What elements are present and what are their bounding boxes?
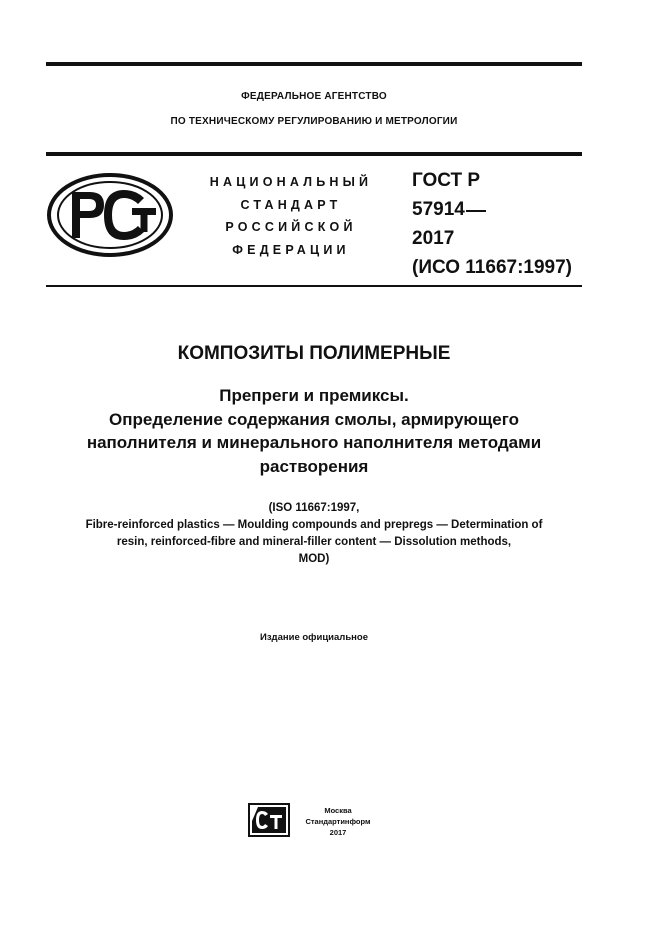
publisher-name: Стандартинформ: [305, 817, 371, 826]
iso-line-3: resin, reinforced-fibre and mineral-filler content — Dissolution methods,: [116, 536, 512, 548]
agency-line-1: ФЕДЕРАЛЬНОЕ АГЕНТСТВО: [241, 91, 387, 102]
iso-reference: [30, 500, 598, 568]
standard-type: [196, 171, 386, 261]
iso-line-1: (ISO 11667:1997,: [268, 502, 360, 514]
designation-dash: [466, 210, 486, 212]
standard-type-line-2: СТАНДАРТ: [240, 197, 342, 212]
iso-line-4: MOD): [298, 553, 330, 565]
designation-iso-ref: (ИСО 11667:1997): [412, 257, 572, 278]
subtitle-line-1: Препреги и премиксы.: [219, 386, 409, 405]
subtitle-line-2: Определение содержания смолы, армирующего: [109, 409, 519, 429]
publisher-year: 2017: [329, 828, 347, 837]
designation-year: 2017: [412, 228, 455, 249]
standard-designation: [412, 166, 587, 282]
standard-type-line-3: РОССИЙСКОЙ: [225, 220, 357, 234]
standartinform-logo-icon: [248, 803, 290, 837]
document-subtitle: [30, 384, 598, 478]
designation-prefix: ГОСТ Р: [412, 170, 481, 191]
top-rule: [46, 62, 582, 66]
standard-type-line-4: ФЕДЕРАЦИИ: [232, 242, 350, 257]
rst-logo-icon: [46, 172, 174, 258]
agency-line-2: ПО ТЕХНИЧЕСКОМУ РЕГУЛИРОВАНИЮ И МЕТРОЛОГИИ: [170, 116, 458, 127]
designation-number: 57914: [412, 199, 465, 220]
document-title: КОМПОЗИТЫ ПОЛИМЕРНЫЕ: [177, 343, 451, 364]
publisher-city: Москва: [324, 806, 352, 815]
header-bottom-rule: [46, 285, 582, 287]
standard-type-line-1: НАЦИОНАЛЬНЫЙ: [209, 175, 373, 189]
edition-note: Издание официальное: [260, 632, 368, 643]
header-top-rule: [46, 152, 582, 156]
publisher-info: [294, 805, 382, 838]
subtitle-line-4: растворения: [259, 456, 369, 476]
iso-line-2: Fibre-reinforced plastics — Moulding compounds and prepregs — Determination of: [85, 519, 543, 531]
subtitle-line-3: наполнителя и минерального наполнителя методами: [86, 433, 542, 452]
